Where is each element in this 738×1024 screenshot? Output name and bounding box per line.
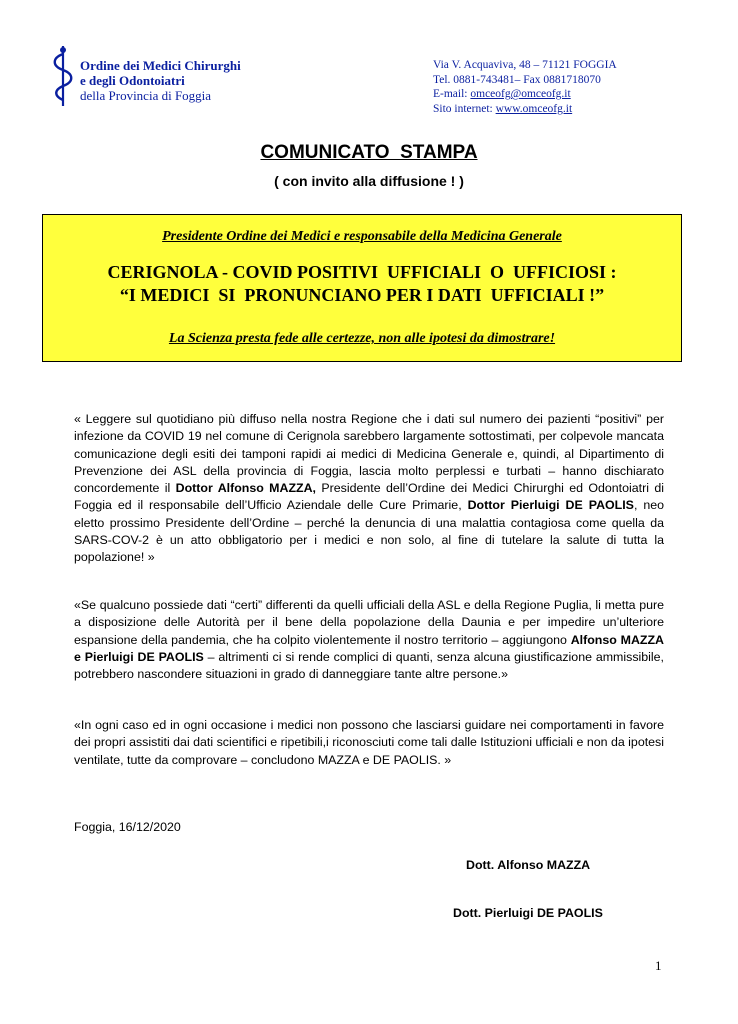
- paragraph-1-text-a: « Leggere sul quotidiano più diffuso nella nostra Regione che i dati sul numero dei pazienti “positivi” per infezione da COVID 19 nel comune di Cerignola sarebbero largamente sottostimati, per colpevole mancata comunicazione degli esiti dei tamponi rapidi ai medici di Medicina Generale e, quindi, al Dipartimento di Prevenzione dei ASL della provincia di Foggia, lascia molto perplessi e turbati – hanno dischiarato concordemente il: [74, 412, 664, 496]
- paragraph-1: [74, 411, 664, 567]
- highlight-box: [42, 214, 682, 362]
- box-headline: [43, 261, 681, 307]
- signature-mazza: Dott. Alfonso MAZZA: [466, 858, 591, 872]
- paragraph-2-bold-names: Alfonso MAZZA e Pierluigi DE PAOLIS: [74, 632, 664, 664]
- headline-line-2: “I MEDICI SI PRONUNCIANO PER I DATI UFFICIALI !”: [119, 285, 605, 305]
- email-line: [433, 87, 617, 102]
- email-label: E-mail:: [433, 88, 468, 101]
- email-link[interactable]: omceofg@omceofg.it: [470, 88, 571, 101]
- signature-depaolis: Dott. Pierluigi DE PAOLIS: [453, 906, 603, 920]
- headline-line-1: CERIGNOLA - COVID POSITIVI UFFICIALI O UFFICIOSI :: [107, 262, 617, 282]
- document-title: COMUNICATO STAMPA: [260, 142, 478, 163]
- phone-fax: Tel. 0881-743481– Fax 0881718070: [433, 73, 601, 86]
- document-subtitle: ( con invito alla diffusione ! ): [274, 173, 464, 189]
- paragraph-1-text-c: Presidente dell’Ordine dei Medici Chirurghi ed Odontoiatri di Foggia ed il responsabile dell’Ufficio Aziendale delle Cure Primarie,: [74, 481, 664, 513]
- website-link[interactable]: www.omceofg.it: [495, 102, 573, 115]
- paragraph-1-text-e: , neo eletto prossimo Presidente dell’Ordine – perché la denuncia di una malattia contagiosa come quella da SARS-COV-2 è un atto obbligatorio per i medici e non solo, al fine di tutelare la salute di tutta la popolazione! »: [74, 498, 665, 565]
- org-line-3: della Provincia di Foggia: [80, 88, 212, 103]
- paragraph-2-text-c: – altrimenti ci si rende complici di quanti, senza alcuna giustificazione ammissibile, potrebbero nascondere situazioni in grado di danneggiare tante altre persone.»: [74, 649, 664, 682]
- page-number: 1: [655, 958, 662, 973]
- org-line-2: e degli Odontoiatri: [80, 73, 185, 88]
- paragraph-1-bold-mazza: Dottor Alfonso MAZZA,: [175, 481, 316, 496]
- org-line-1: Ordine dei Medici Chirurghi: [80, 58, 241, 73]
- website-label: Sito internet:: [433, 102, 493, 115]
- website-line: [433, 102, 617, 117]
- caduceus-icon: [50, 44, 76, 108]
- address: Via V. Acquaviva, 48 – 71121 FOGGIA: [433, 59, 617, 71]
- paragraph-2: [74, 597, 664, 683]
- paragraph-1-bold-depaolis: Dottor Pierluigi DE PAOLIS: [467, 498, 634, 513]
- paragraph-2-text-a: «Se qualcuno possiede dati “certi” differenti da quelli ufficiali della ASL e della Regione Puglia, li metta pure a disposizione delle Autorità per il bene della popolazione della Daunia e per impedire un’ulteriore espansione della pandemia, che ha colpito violentemente il nostro territorio – aggiungono: [74, 598, 664, 647]
- box-kicker: Presidente Ordine dei Medici e responsabile della Medicina Generale: [162, 229, 562, 244]
- contact-block: [433, 58, 617, 116]
- place-date: Foggia, 16/12/2020: [74, 820, 181, 834]
- box-tagline: La Scienza presta fede alle certezze, non alle ipotesi da dimostrare!: [168, 331, 556, 346]
- organization-name: [80, 58, 241, 103]
- paragraph-3: «In ogni caso ed in ogni occasione i medici non possono che lasciarsi guidare nei comportamenti in favore dei propri assistiti dai dati scientifici e ripetibili,i riconosciuti come tali dalle Istituzioni ufficiali e non da ipotesi ventilate, tutte da comprovare – concludono MAZZA e DE PAOLIS. »: [74, 718, 664, 767]
